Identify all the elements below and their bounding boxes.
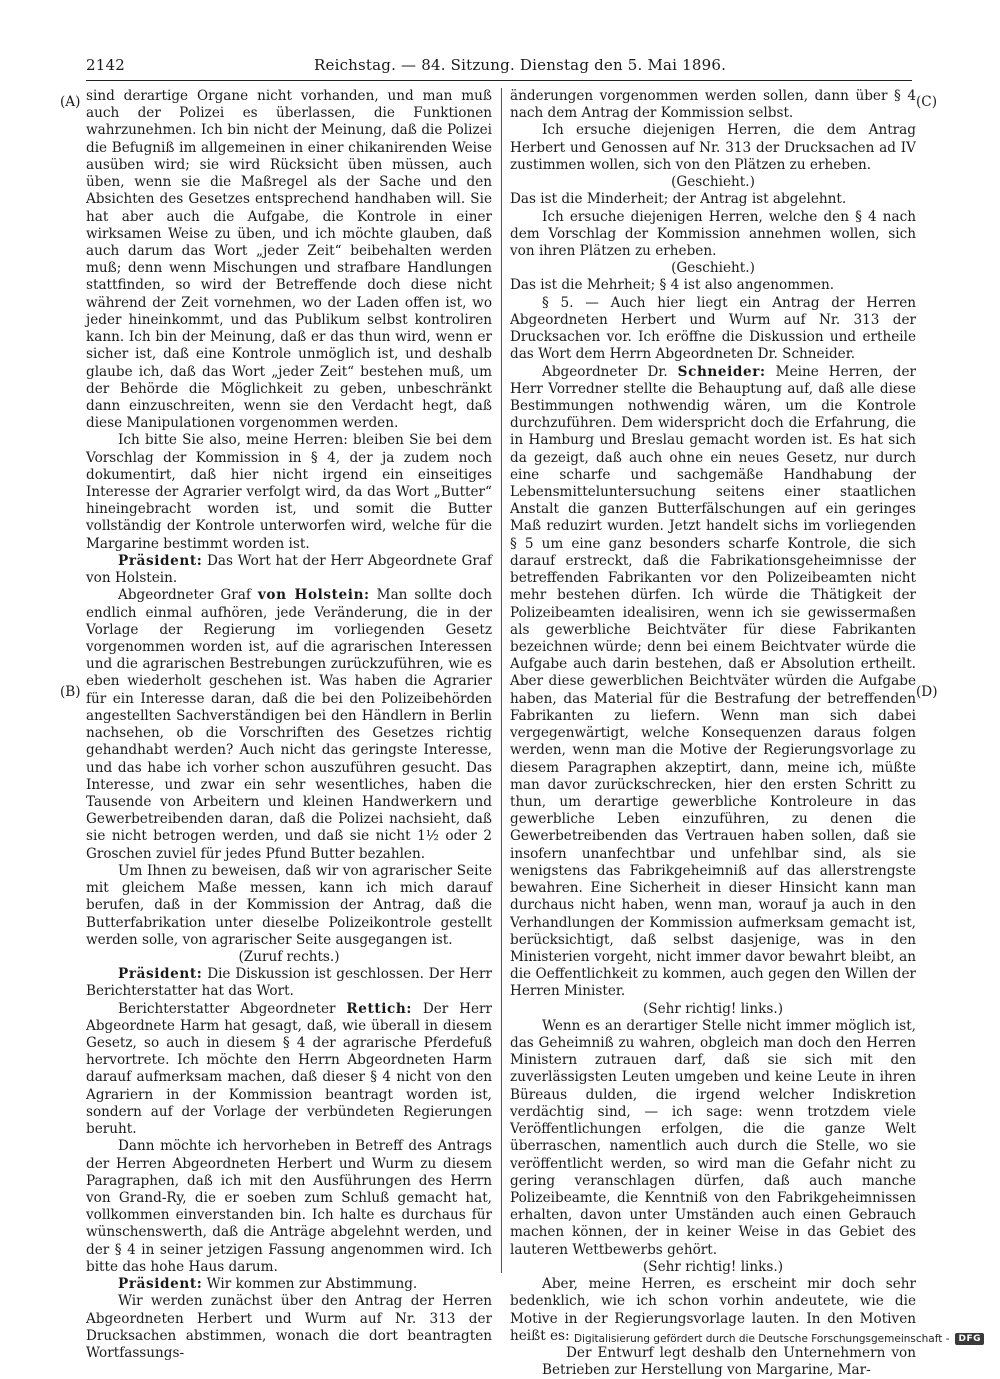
speech-text: Wir kommen zur Abstimmung. xyxy=(202,1276,418,1293)
quotation: Der Entwurf legt deshalb den Unternehmern von Betrieben zur Herstellung von Margarine, Mar- xyxy=(542,1344,916,1379)
paragraph xyxy=(86,1276,492,1293)
interjection: (Geschieht.) xyxy=(671,260,755,277)
speech-text: Man sollte doch endlich einmal aufhören, jede Veränderung, die in der Vorlage der Regierung im vorliegenden Gesetz vorgenommen worden ist, auf die agrarischen Interessen und die agrarischen Bestrebungen zurückzuführen, wie es eben wiederholt geschehen ist. Was haben die Agrarier für ein Interesse daran, daß die bei den Polizeibehörden angestellten Sachverständigen bei den Händlern in Berlin nachsehen, ob die Vorschriften des Gesetzes richtig gehandhabt werden? Auch nicht das geringste Interesse, und das habe ich vorher schon auszuführen gesucht. Das Interesse, und zwar ein sehr wesentliches, haben die Tausende von Arbeitern und kleinen Handwerkern und Gewerbetreibenden daran, daß die Polizei nachsieht, daß sie nicht betrogen werden, und daß sie nicht 1½ oder 2 Groschen zuviel für jedes Pfund Butter bezahlen. xyxy=(86,587,492,862)
speaker-role: Berichterstatter Abgeordneter xyxy=(118,1000,347,1017)
paragraph: änderungen vorgenommen werden sollen, dann über § 4 nach dem Antrag der Kommission selbst. xyxy=(510,88,916,122)
interjection: (Sehr richtig! links.) xyxy=(642,1000,784,1017)
speaker-name: Schneider: xyxy=(677,363,766,380)
right-column xyxy=(510,88,916,1379)
interjection: (Sehr richtig! links.) xyxy=(642,1258,784,1275)
paragraph xyxy=(86,553,492,587)
margin-marker-a: (A) xyxy=(60,94,81,110)
footer-text: Digitalisierung gefördert durch die Deutsche Forschungsgemeinschaft - xyxy=(573,1333,950,1345)
speaker-name: Rettich: xyxy=(346,1000,413,1017)
paragraph: § 5. — Auch hier liegt ein Antrag der Herren Abgeordneten Herbert und Wurm auf Nr. 313 der Drucksachen vor. Ich eröffne die Diskussion und ertheile das Wort dem Herrn Abgeordneten Dr. Schneider. xyxy=(510,294,916,363)
paragraph xyxy=(86,1001,492,1139)
speaker-name: Präsident: xyxy=(118,552,203,569)
column-divider xyxy=(501,88,502,1273)
footer-credit xyxy=(574,1330,984,1348)
paragraph: sind derartige Organe nicht vorhanden, und man muß auch der Polizei es überlassen, die Funktionen wahrzunehmen. Ich bin nicht der Meinung, daß die Polizei die Befugniß im allgemeinen in einer chikanirenden Weise ausüben wird; sie wird Rücksicht üben müssen, auch üben, wenn sie die Maßregel als der Sache und den Absichten des Gesetzes entsprechend handhaben will. Sie hat aber auch die Aufgabe, die Kontrole in einer wirksamen Weise zu üben, und ich möchte glauben, daß auch darum das Wort „jeder Zeit“ beibehalten werden muß; denn wenn Mischungen und strafbare Handlungen stattfinden, so wird der Betreffende doch diese nicht während der Zeit vornehmen, wo der Laden offen ist, wo jeder hineinkommt, und das Publikum selbst kontroliren kann. Ich bin der Meinung, daß er das thun wird, wenn er sicher ist, daß eine Kontrole unmöglich ist, und deshalb glaube ich, daß das Wort „jeder Zeit“ bestehen muß, um der Behörde die Möglichkeit zu geben, unbeschränkt dann einzuschreiten, wenn sie den Verdacht hegt, daß diese Manipulationen vorgenommen werden. xyxy=(86,88,492,432)
speaker-name: von Holstein: xyxy=(257,587,370,604)
paragraph: Ich ersuche diejenigen Herren, die dem Antrag Herbert und Genossen auf Nr. 313 der Drucksachen ad IV zustimmen wollen, sich von den Plätzen zu erheben. xyxy=(510,122,916,173)
paragraph xyxy=(510,364,916,1001)
paragraph: Dann möchte ich hervorheben in Betreff des Antrags der Herren Abgeordneten Herbert und Wurm zu diesem Paragraphen, daß ich mit den Ausführungen des Herrn von Grand-Ry, die er soeben zum Schluß gemacht hat, vollkommen einverstanden bin. Ich halte es durchaus für wünschenswerth, daß die Anträge abgelehnt werden, und der § 4 in seiner jetzigen Fassung angenommen wird. Ich bitte das hohe Haus darum. xyxy=(86,1138,492,1275)
speaker-role: Abgeordneter Graf xyxy=(118,587,258,604)
page-number: 2142 xyxy=(86,56,125,74)
paragraph: Ich bitte Sie also, meine Herren: bleiben Sie bei dem Vorschlag der Kommission in § 4, der ja zudem noch dokumentirt, daß hier nicht irgend ein einseitiges Interesse der Agrarier verfolgt wird, da das Wort „Butter“ hineingebracht worden ist, und somit die Butter vollständig der Kontrole unterworfen wird, welche für die Margarine bestimmt worden ist. xyxy=(86,432,492,552)
speaker-name: Präsident: xyxy=(118,966,203,983)
speech-text: Der Herr Abgeordnete Harm hat gesagt, daß, wie überall in diesem Gesetz, so auch in diesem § 4 der agrarische Pferdefuß hervortrete. Ich möchte den Herrn Abgeordneten Harm darauf aufmerksam machen, daß dieser § 4 nicht von den Agrariern in der Kommission beantragt worden ist, sondern auf der Vorlage der verbündeten Regierungen beruht. xyxy=(86,1000,492,1138)
speaker-name: Präsident: xyxy=(118,1276,203,1293)
header-rule xyxy=(86,80,912,81)
margin-marker-d: (D) xyxy=(916,684,938,700)
paragraph: Das ist die Mehrheit; § 4 ist also angenommen. xyxy=(510,277,835,294)
paragraph: Das ist die Minderheit; der Antrag ist abgelehnt. xyxy=(510,191,847,208)
speech-text: Die Diskussion ist geschlossen. Der Herr Berichterstatter hat das Wort. xyxy=(86,966,492,1000)
speaker-role: Abgeordneter Dr. xyxy=(542,363,678,380)
paragraph: Wir werden zunächst über den Antrag der Herren Abgeordneten Herbert und Wurm auf Nr. 313 der Drucksachen abstimmen, wonach die dort beantragten Wortfassungs- xyxy=(86,1293,492,1361)
paragraph: Um Ihnen zu beweisen, daß wir von agrarischer Seite mit gleichem Maße messen, kann ich mich darauf berufen, daß in der Kommission der Antrag, daß die Butterfabrikation unter dieselbe Polizeikontrole gestellt werden solle, von agrarischer Seite ausgegangen ist. xyxy=(86,862,492,948)
interjection: (Geschieht.) xyxy=(671,174,755,191)
margin-marker-b: (B) xyxy=(60,684,81,700)
speech-text: Meine Herren, der Herr Vorredner stellte die Behauptung auf, daß alle diese Bestimmungen nothwendig wären, um die Kontrole durchzuführen. Dem widerspricht doch die Erfahrung, die in Hamburg und Breslau gemacht worden ist. Es hat sich da gezeigt, daß auch ohne ein neues Gesetz, nur durch eine scharfe und sachgemäße Handhabung der Lebensmitteluntersuchung seitens einer staatlichen Anstalt die ganzen Butterfälschungen auf ein geringes Maß reduzirt wurden. Jetzt handelt sichs im vorliegenden § 5 um eine ganz besonders scharfe Kontrole, die sich darauf erstreckt, daß die Fabrikationsgeheimnisse der betreffenden Fabrikanten vor den Polizeibeamten nicht mehr bestehen dürfen. Ich würde die Thätigkeit der Polizeibeamten idealisiren, wenn ich sie gewissermaßen als gewerbliche Beichtväter für diese Fabrikanten bezeichnen würde; denn bei einem Beichtvater würde die Aufgabe auch darin bestehen, daß er Absolution ertheilt. Aber diese gewerblichen Beichtväter würden die Aufgabe haben, das Material für die Bestrafung der betreffenden Fabrikanten zu liefern. Wenn man sich dabei vergegenwärtigt, welche Konsequenzen daraus folgen werden, wenn man die Motive der Regierungsvorlage zu diesem Paragraphen akzeptirt, dann, meine ich, müßte man davor zurückschrecken, hier den ersten Schritt zu thun, um derartige gewerbliche Kontroleure in das gewerbliche Leben einzuführen, zu denen die Gewerbetreibenden das Vertrauen haben sollen, daß sie insofern unanfechtbar und unfehlbar sind, als sie wenigstens das Fabrikgeheimniß auf das allerstrengste bewahren. Eine Sicherheit in dieser Hinsicht kann man durchaus nicht haben, wenn man, worauf ja auch in den Verhandlungen der Kommission aufmerksam gemacht ist, berücksichtigt, daß selbst dasjenige, was in den Ministerien vorgeht, nicht immer davor bewahrt bleibt, an die Oeffentlichkeit zu kommen, auch gegen den Willen der Herren Minister. xyxy=(510,363,916,1000)
running-title: Reichstag. — 84. Sitzung. Dienstag den 5. Mai 1896. xyxy=(314,56,727,74)
paragraph: Wenn es an derartiger Stelle nicht immer möglich ist, das Geheimniß zu wahren, obgleich man doch den Herren Ministern zutrauen darf, daß sie sich mit den zuverlässigsten Leuten umgeben und keine Leute in ihren Büreaus dulden, die irgend welcher Indiskretion verdächtig sind, — ich sage: wenn trotzdem viele Veröffentlichungen erfolgen, die die ganze Welt überraschen, namentlich auch durch die Stelle, wo sie veröffentlicht werden, so wird man die Gefahr nicht zu gering veranschlagen dürfen, daß auch manche Polizeibeamte, die Kenntniß von den Fabrikgeheimnissen erhalten, davon unter Umständen auch einen Gebrauch machen können, der in keiner Weise in das Gebiet des lauteren Wettbewerbs gehört. xyxy=(510,1017,916,1258)
paragraph xyxy=(86,587,492,863)
margin-marker-c: (C) xyxy=(916,94,938,110)
left-column xyxy=(86,88,492,1362)
interjection: (Zuruf rechts.) xyxy=(238,948,340,965)
paragraph xyxy=(86,966,492,1000)
paragraph: Aber, meine Herren, es erscheint mir doch sehr bedenklich, wie ich schon vorhin andeutete, wie die Motive in der Regierungsvorlage lauten. In den Motiven heißt es: xyxy=(510,1276,916,1344)
paragraph: Ich ersuche diejenigen Herren, welche den § 4 nach dem Vorschlag der Kommission annehmen wollen, sich von ihren Plätzen zu erheben. xyxy=(510,208,916,259)
page-header xyxy=(86,52,910,78)
dfg-logo: DFG xyxy=(955,1333,984,1345)
speech-text: Das Wort hat der Herr Abgeordnete Graf von Holstein. xyxy=(86,552,492,587)
